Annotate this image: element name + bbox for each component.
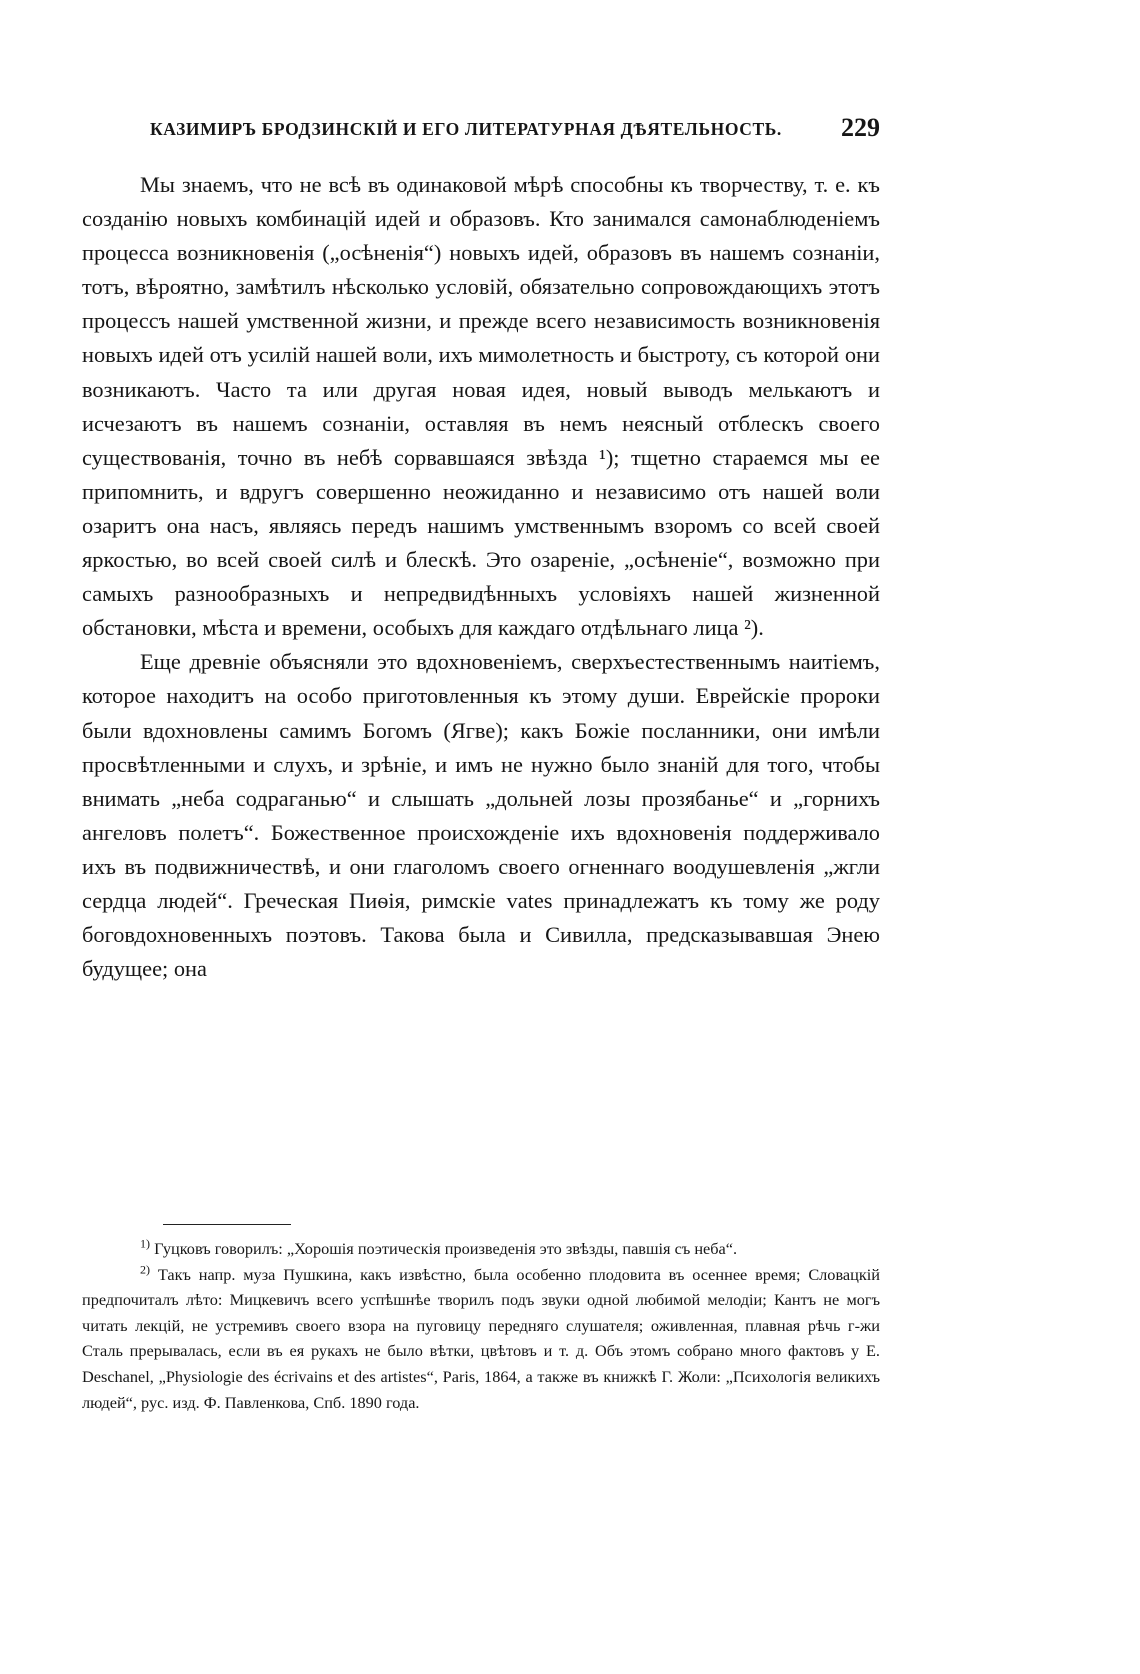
main-text: [82, 168, 880, 986]
paragraph: Еще древніе объясняли это вдохновеніемъ, сверхъестественнымъ наитіемъ, которое находитъ на особо приготовленныя къ этому души. Еврейскіе пророки были вдохновлены самимъ Богомъ (Ягве); какъ Божіе посланники, они имѣли просвѣтленными и слухъ, и зрѣніе, и имъ не нужно было знаній для того, чтобы внимать „неба содраганью“ и слышать „дольней лозы прозябанье“ и „горнихъ ангеловъ полетъ“. Божественное происхожденіе ихъ вдохновенія поддерживало ихъ въ подвижничествѣ, и они глаголомъ своего огненнаго воодушевленія „жгли сердца людей“. Греческая Пиѳія, римскіе vates принадлежатъ къ тому же роду боговдохновенныхъ поэтовъ. Такова была и Сивилла, предсказывавшая Энею будущее; она: [82, 649, 880, 982]
footnote-text: Гуцковъ говорилъ: „Хорошія поэтическія произведенія это звѣзды, павшія съ неба“.: [154, 1239, 738, 1258]
footnote: [82, 1236, 880, 1262]
footnote-divider: [163, 1224, 291, 1225]
running-title: КАЗИМИРЪ БРОДЗИНСКІЙ И ЕГО ЛИТЕРАТУРНАЯ ДѢЯТЕЛЬНОСТЬ.: [150, 119, 782, 139]
footnote: [82, 1262, 880, 1416]
running-head: [150, 113, 880, 147]
footnotes: [82, 1236, 880, 1415]
footnote-text: Такъ напр. муза Пушкина, какъ извѣстно, была особенно плодовита въ осеннее время; Словацкій предпочиталъ лѣто: Мицкевичъ всего успѣшнѣе творилъ подъ звуки одной любимой мелодіи; Кантъ не могъ читать лекцій, не устремивъ своего взора на пуговицу передняго слушателя; оживленная, плавная рѣчь г-жи Сталь прерывалась, если въ ея рукахъ не было вѣтки, цвѣтовъ и т. д. Объ этомъ собрано много фактовъ у E. Deschanel, „Physiologie des écrivains et des artistes“, Paris, 1864, а также въ книжкѣ Г. Жоли: „Психологія великихъ людей“, рус. изд. Ф. Павленкова, Спб. 1890 года.: [82, 1264, 880, 1412]
footnote-mark: 1): [140, 1236, 150, 1251]
paragraph: Мы знаемъ, что не всѣ въ одинаковой мѣрѣ способны къ творчеству, т. е. къ созданію новыхъ комбинацій идей и образовъ. Кто занимался самонаблюденіемъ процесса возникновенія („осѣненія“) новыхъ идей, образовъ въ нашемъ сознаніи, тотъ, вѣроятно, замѣтилъ нѣсколько условій, обязательно сопровождающихъ этотъ процессъ нашей умственной жизни, и прежде всего независимость возникновенія новыхъ идей отъ усилій нашей воли, ихъ мимолетность и быстроту, съ которой они возникаютъ. Часто та или другая новая идея, новый выводъ мелькаютъ и исчезаютъ въ нашемъ сознаніи, оставляя въ немъ неясный отблескъ своего существованія, точно въ небѣ сорвавшаяся звѣзда ¹); тщетно стараемся мы ее припомнить, и вдругъ совершенно неожиданно и независимо отъ нашей воли озаритъ она насъ, являясь передъ нашимъ умственнымъ взоромъ со всей своей яркостью, во всей своей силѣ и блескѣ. Это озареніе, „осѣненіе“, возможно при самыхъ разнообразныхъ и непредвидѣнныхъ условіяхъ нашей жизненной обстановки, мѣста и времени, особыхъ для каждаго отдѣльнаго лица ²).: [82, 172, 880, 641]
footnote-mark: 2): [140, 1262, 150, 1277]
page-number: 229: [841, 113, 880, 142]
